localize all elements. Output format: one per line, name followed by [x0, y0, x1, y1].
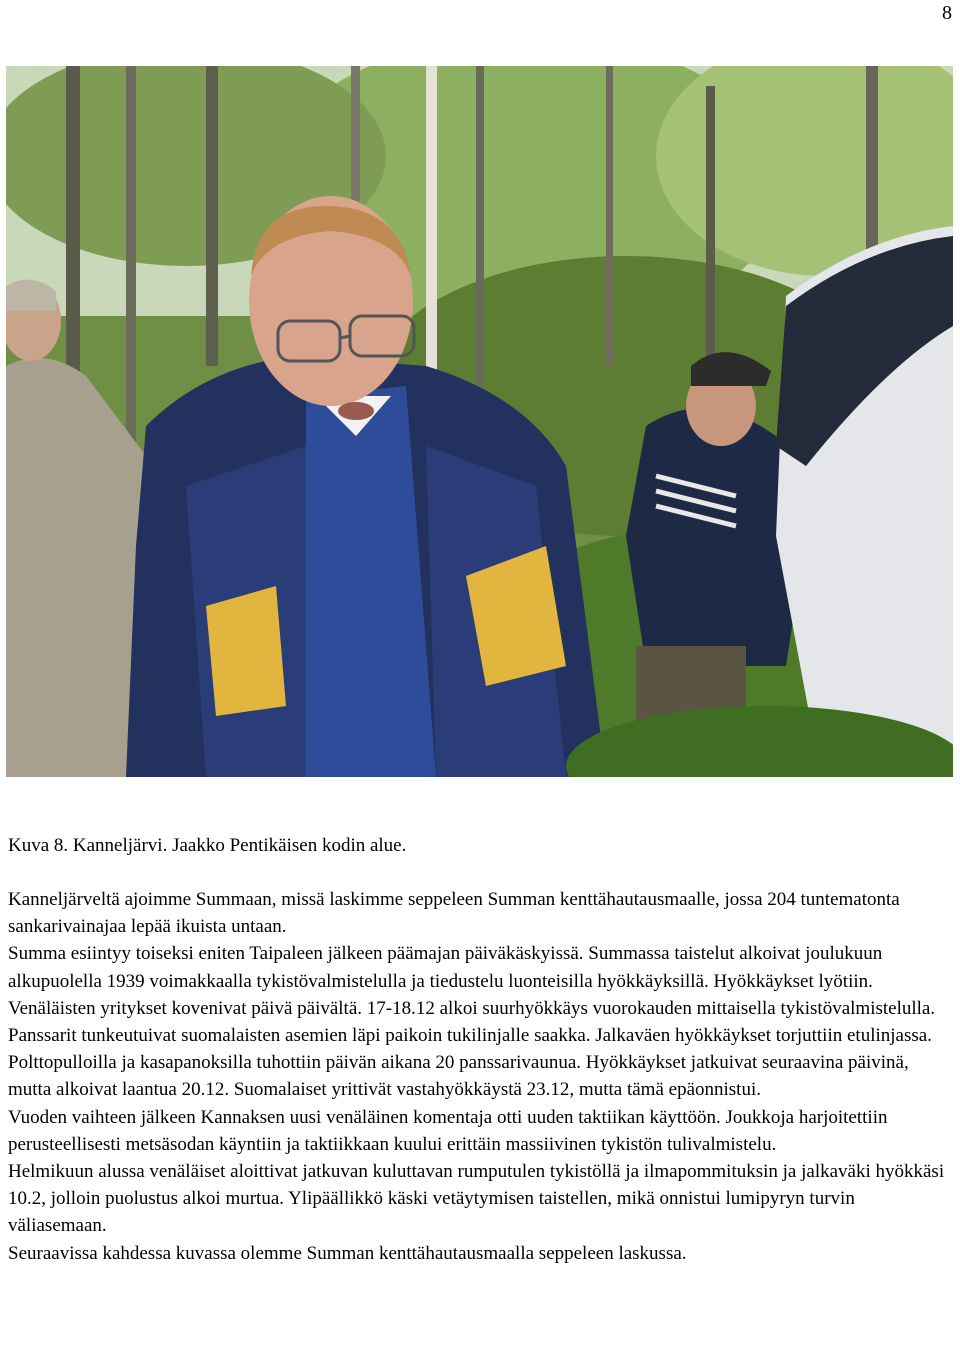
paragraph: Seuraavissa kahdessa kuvassa olemme Summan kenttähautausmaalla seppeleen laskussa. [8, 1242, 687, 1264]
figure-caption: Kuva 8. Kanneljärvi. Jaakko Pentikäisen kodin alue. [8, 835, 407, 856]
paragraph: Kanneljärveltä ajoimme Summaan, missä laskimme seppeleen Summan kenttähautausmaalle, jossa 204 tuntematonta sankarivainajaa lepää ikuista untaan. [8, 889, 900, 938]
paragraph: Helmikuun alussa venäläiset aloittivat jatkuvan kuluttavan rumputulen tykistöllä ja ilmapommituksin ja jalkaväki hyökkäsi 10.2, jolloin puolustus alkoi murtua. Ylipäällikkö käski vetäytymisen taistellen, mikä onnistui lumipyryn turvin väliasemaan. [8, 1161, 945, 1237]
body-text [8, 886, 952, 1267]
paragraph: Summa esiintyy toiseksi eniten Taipaleen jälkeen päämajan päiväkäskyissä. Summassa taistelut alkoivat joulukuun alkupuolella 1939 voimakkaalla tykistövalmistelulla ja tiedustelu luonteisilla hyökkäyksillä. Hyökkäykset lyötiin. Venäläisten yritykset kovenivat päivä päivältä. 17-18.12 alkoi suurhyökkäys vuorokauden mittaisella tykistövalmistelulla. Panssarit tunkeutuivat suomalaisten asemien läpi paikoin tukilinjalle saakka. Jalkaväen hyökkäykset torjuttiin etulinjassa. Polttopulloilla ja kasapanoksilla tuhottiin päivän aikana 20 panssarivaunua. Hyökkäykset jatkuivat seuraavina päivinä, mutta alkoivat laantua 20.12. Suomalaiset yrittivät vastahyökkäystä 23.12, mutta tämä epäonnistui. [8, 943, 936, 1101]
page-number: 8 [942, 2, 952, 24]
photo [6, 66, 953, 777]
photo-illustration [6, 66, 953, 777]
paragraph: Vuoden vaihteen jälkeen Kannaksen uusi venäläinen komentaja otti uuden taktiikan käyttöön. Joukkoja harjoitettiin perusteellisesti metsäsodan käyntiin ja taktiikkaan kuului erittäin massiivinen tykistön tulivalmistelu. [8, 1106, 888, 1155]
